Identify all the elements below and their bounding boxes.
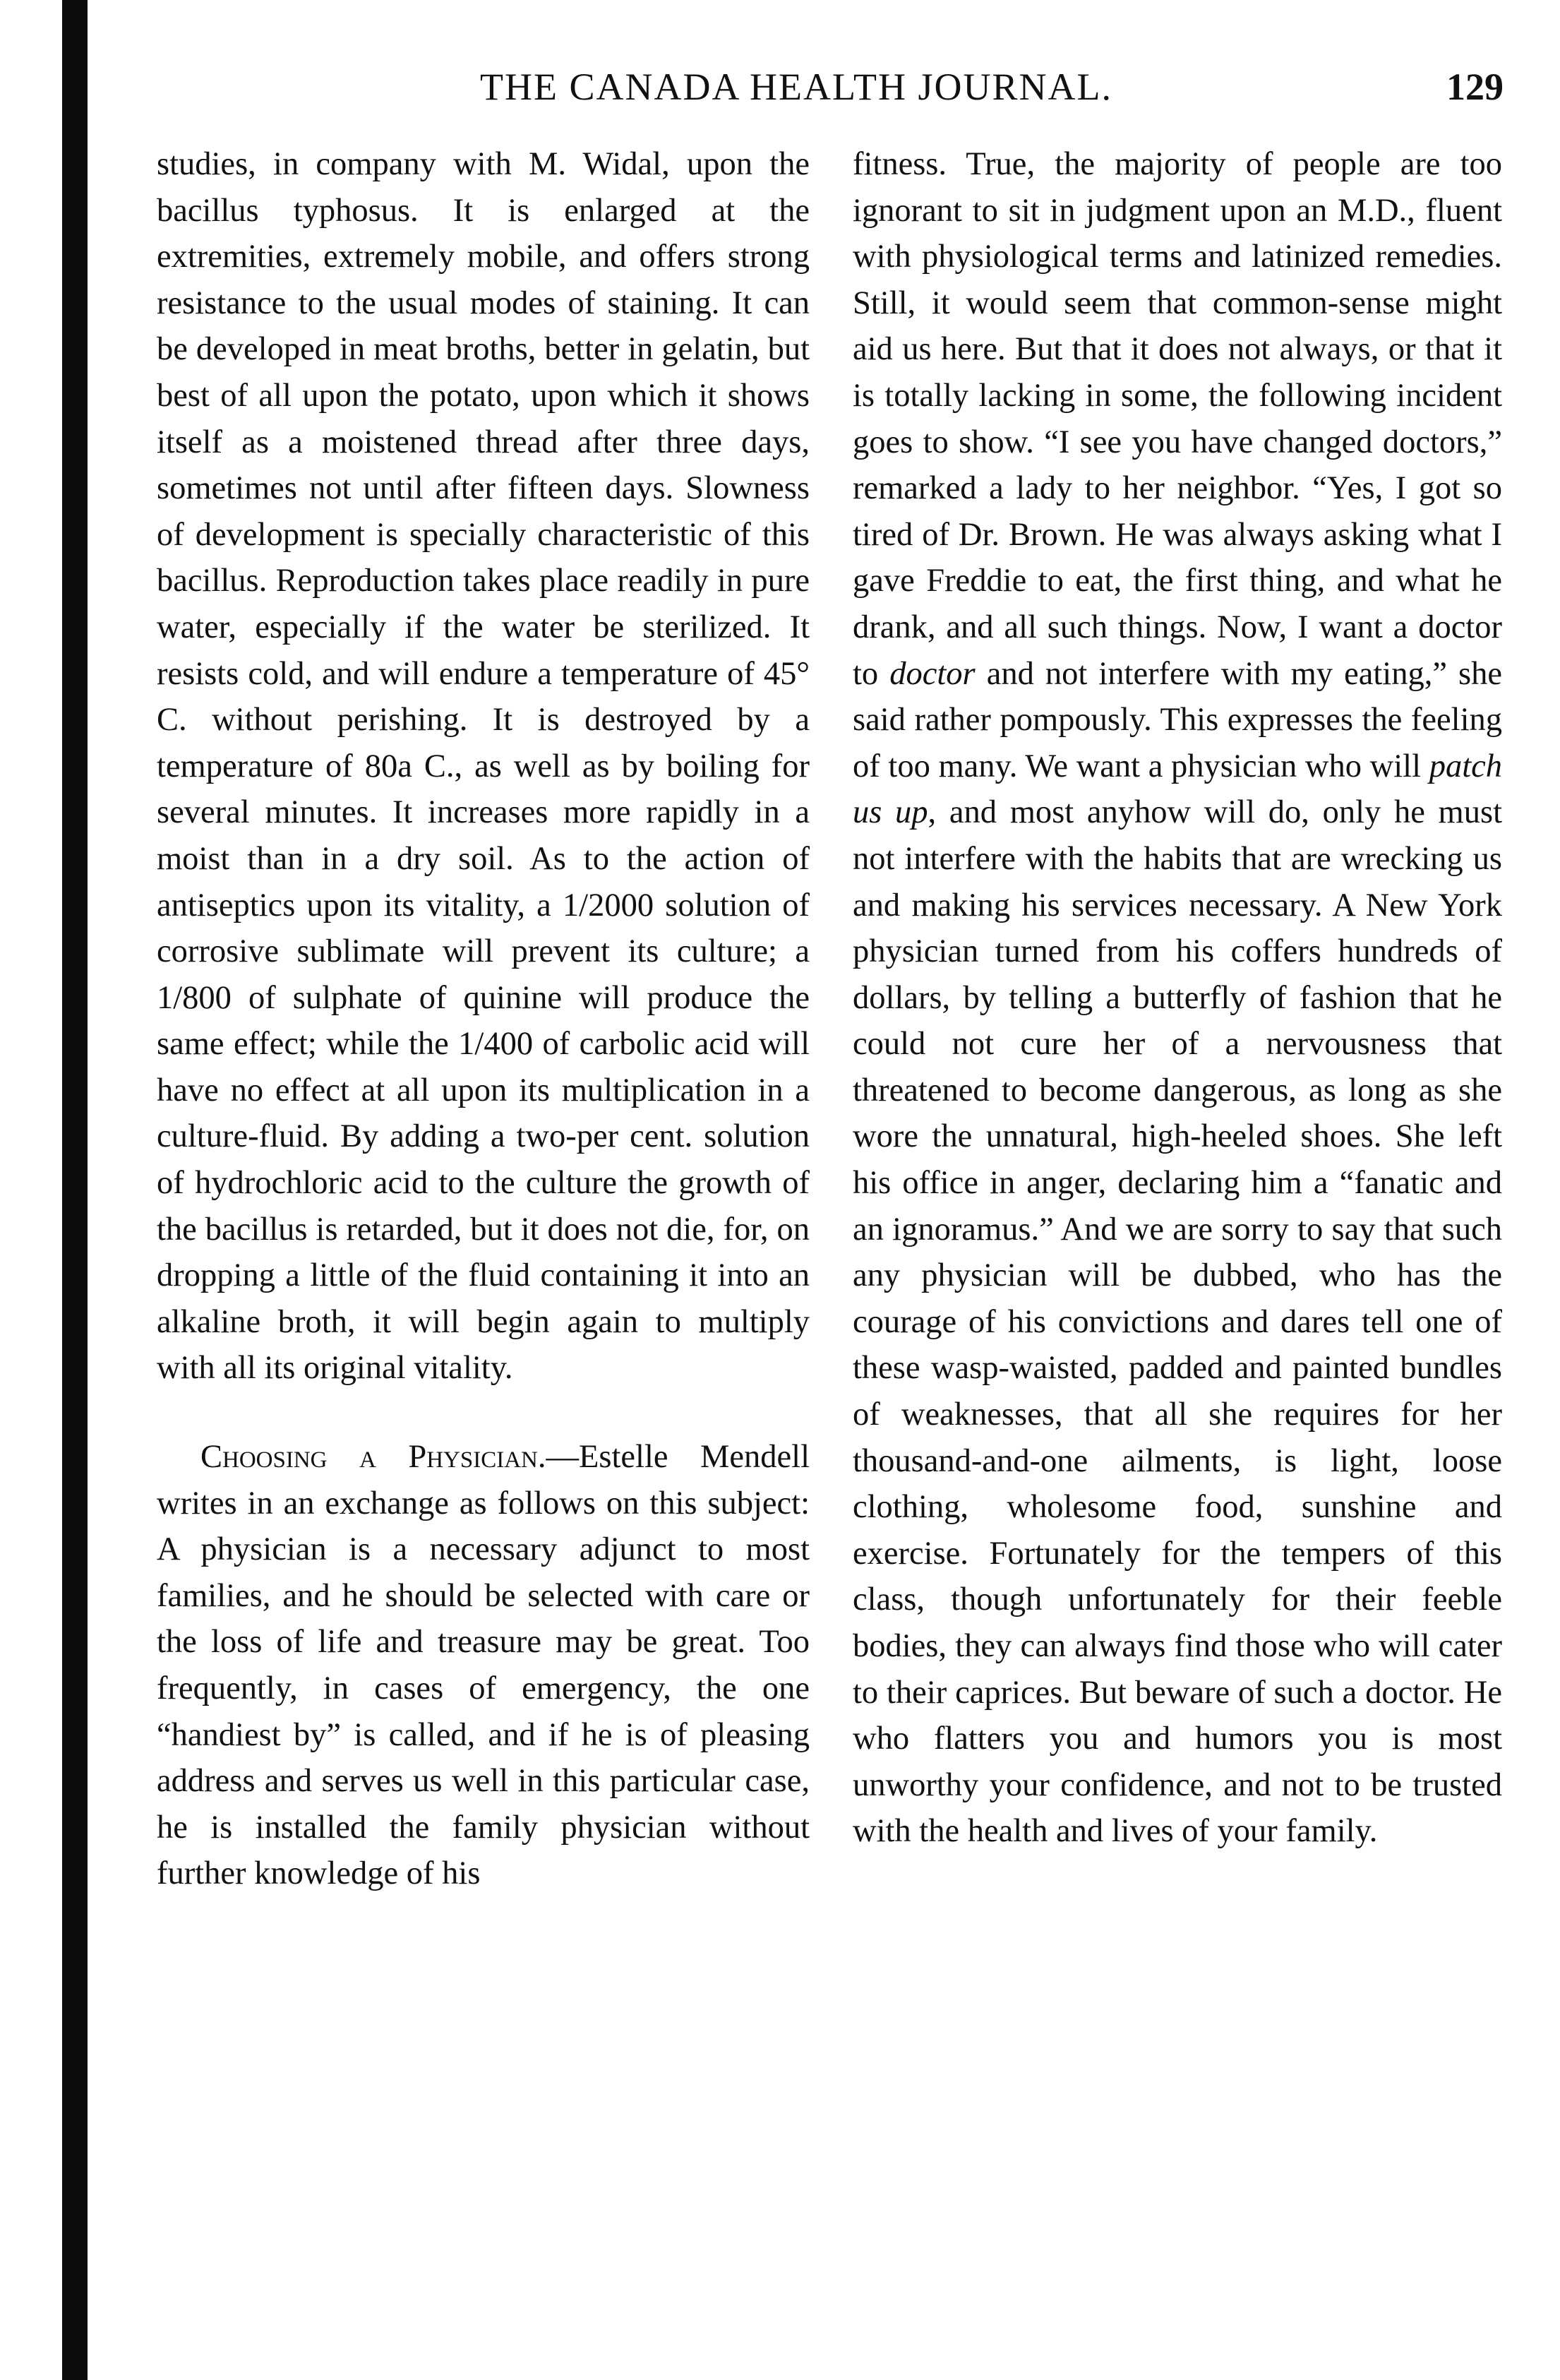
right-column [853,141,1502,1855]
continued-paragraph [853,141,1502,1855]
text-run-2: and not interfere with my eating,” she said rather pompously. This expresses the feeling of too many. We want a physician who will [853,655,1502,784]
italic-patch-us-up: patch us up [853,748,1502,831]
text-run-1: fitness. True, the majority of people are too ignorant to sit in judgment upon an M.D., fluent with physiological terms and latinized remedies. Still, it would seem that common-sense might aid us here. But that it does not always, or that it is totally lacking in some, the following incident goes to show. “I see you have changed doctors,” remarked a lady to her neighbor. “Yes, I got so tired of Dr. Brown. He was always asking what I gave Freddie to eat, the first thing, and what he drank, and all such things. Now, I want a doctor to [853,146,1502,692]
text-run-3: , and most anyhow will do, only he must not interfere with the habits that are wrecking us and making his services necessary. A New York physician turned from his coffers hundreds of dollars, by telling a butterfly of fashion that he could not cure her of a nervousness that threatened to become dangerous, as long as she wore the unnatural, high-heeled shoes. She left his office in anger, declaring him a “fanatic and an ignoramus.” And we are sorry to say that such any physician will be dubbed, who has the courage of his convictions and dares tell one of these wasp-waisted, padded and painted bundles of weaknesses, that all she requires for her thousand-and-one ailments, is light, loose clothing, wholesome food, sunshine and exercise. Fortunately for the tempers of this class, though unfortunately for their feeble bodies, they can always find those who will cater to their caprices. But beware of such a doctor. He who flatters you and humors you is most unworthy your confidence, and not to be trusted with the health and lives of your family. [853,794,1502,1850]
choosing-physician-paragraph [157,1434,810,1897]
binding-edge [62,0,88,2380]
running-title: THE CANADA HEALTH JOURNAL. [480,66,1112,108]
italic-doctor: doctor [889,655,976,692]
page-header [141,65,1504,121]
left-column [157,141,810,1897]
section-heading: Choosing a Physician. [200,1439,546,1476]
bacillus-paragraph: studies, in company with M. Widal, upon the bacillus typhosus. It is enlarged at the extremities, extremely mobile, and offers strong resistance to the usual modes of staining. It can be developed in meat broths, better in gelatin, but best of all upon the potato, upon which it shows itself as a moistened thread after three days, sometimes not until after fifteen days. Slowness of development is specially characteristic of this bacillus. Reproduction takes place readily in pure water, especially if the water be sterilized. It resists cold, and will endure a temperature of 45° C. without perishing. It is destroyed by a temperature of 80a C., as well as by boiling for several minutes. It increases more rapidly in a moist than in a dry soil. As to the action of antiseptics upon its vitality, a 1/2000 solution of corrosive sublimate will prevent its culture; a 1/800 of sulphate of quinine will produce the same effect; while the 1/400 of carbolic acid will have no effect at all upon its multiplication in a culture-fluid. By adding a two-per cent. solution of hydrochloric acid to the culture the growth of the bacillus is retarded, but it does not die, for, on dropping a little of the fluid containing it into an alkaline broth, it will begin again to multiply with all its original vitality. [157,146,810,1387]
section-body: —Estelle Mendell writes in an exchange as follows on this subject: A physician is a necessary adjunct to most families, and he should be selected with care or the loss of life and treasure may be great. Too frequently, in cases of emergency, the one “handiest by” is called, and if he is of pleasing address and serves us well in this particular case, he is installed the family physician without further knowledge of his [157,1439,810,1892]
page-number: 129 [1446,66,1504,108]
